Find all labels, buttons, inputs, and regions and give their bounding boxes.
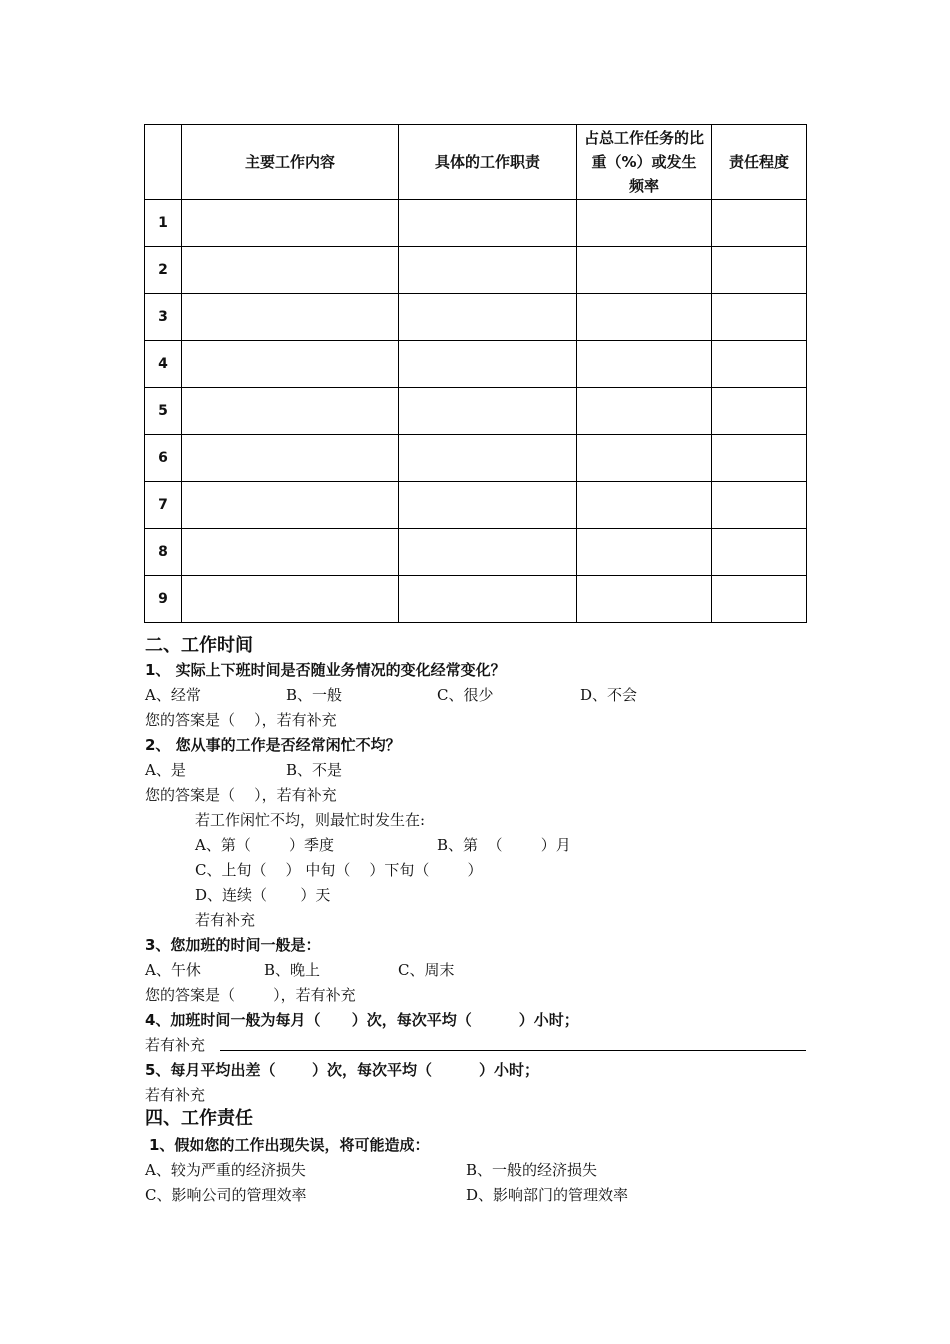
table-row — [145, 294, 807, 341]
specific-duties-cell[interactable] — [399, 482, 577, 529]
specific-duties-cell[interactable] — [399, 200, 577, 247]
q1-option-d: D、不会 — [580, 686, 638, 704]
responsibility-cell[interactable] — [712, 294, 807, 341]
q5-extra: 若有补充 — [145, 1086, 206, 1104]
row-number: 9 — [145, 576, 182, 623]
q2-sub-intro: 若工作闲忙不均，则最忙时发生在: — [195, 811, 426, 829]
row-number: 6 — [145, 435, 182, 482]
row-number: 2 — [145, 247, 182, 294]
weight-frequency-cell[interactable] — [577, 247, 712, 294]
specific-duties-cell[interactable] — [399, 341, 577, 388]
resp-option-d: D、影响部门的管理效率 — [466, 1186, 629, 1204]
q2-answer: 您的答案是（ ），若有补充 — [145, 786, 337, 804]
main-content-cell[interactable] — [182, 529, 399, 576]
main-content-cell[interactable] — [182, 388, 399, 435]
weight-frequency-cell[interactable] — [577, 200, 712, 247]
responsibility-cell[interactable] — [712, 435, 807, 482]
row-number: 8 — [145, 529, 182, 576]
main-content-cell[interactable] — [182, 435, 399, 482]
weight-frequency-cell[interactable] — [577, 576, 712, 623]
question-3: 3、您加班的时间一般是： — [145, 936, 321, 954]
responsibility-cell[interactable] — [712, 200, 807, 247]
responsibility-cell[interactable] — [712, 576, 807, 623]
table-row — [145, 200, 807, 247]
specific-duties-cell[interactable] — [399, 435, 577, 482]
table-row — [145, 435, 807, 482]
weight-frequency-cell[interactable] — [577, 482, 712, 529]
header-main-content: 主要工作内容 — [182, 125, 399, 200]
question-5: 5、每月平均出差（ ）次，每次平均（ ）小时； — [145, 1061, 539, 1079]
q3-option-c: C、周末 — [398, 961, 455, 979]
q3-option-b: B、晚上 — [264, 961, 321, 979]
row-number: 5 — [145, 388, 182, 435]
weight-frequency-cell[interactable] — [577, 294, 712, 341]
header-responsibility: 责任程度 — [712, 125, 807, 200]
specific-duties-cell[interactable] — [399, 576, 577, 623]
responsibility-cell[interactable] — [712, 341, 807, 388]
q1-answer: 您的答案是（ ），若有补充 — [145, 711, 337, 729]
specific-duties-cell[interactable] — [399, 388, 577, 435]
table-row — [145, 388, 807, 435]
row-number: 4 — [145, 341, 182, 388]
main-content-cell[interactable] — [182, 247, 399, 294]
specific-duties-cell[interactable] — [399, 247, 577, 294]
table-row — [145, 247, 807, 294]
main-content-cell[interactable] — [182, 341, 399, 388]
table-header-row — [145, 125, 807, 200]
q3-answer: 您的答案是（ ），若有补充 — [145, 986, 356, 1004]
responsibility-cell[interactable] — [712, 482, 807, 529]
row-number: 7 — [145, 482, 182, 529]
table-row — [145, 576, 807, 623]
question-2: 2、 您从事的工作是否经常闲忙不均？ — [145, 736, 401, 754]
q2-sub-d: D、连续（ ）天 — [195, 886, 331, 904]
main-content-cell[interactable] — [182, 200, 399, 247]
header-weight-frequency-label: 占总工作任务的比重（%）或发生频率 — [584, 129, 705, 195]
responsibility-cell[interactable] — [712, 529, 807, 576]
specific-duties-cell[interactable] — [399, 529, 577, 576]
weight-frequency-cell[interactable] — [577, 435, 712, 482]
q2-option-b: B、不是 — [286, 761, 343, 779]
main-content-cell[interactable] — [182, 482, 399, 529]
header-specific-duties: 具体的工作职责 — [399, 125, 577, 200]
section-title-work-responsibility: 四、工作责任 — [145, 1108, 253, 1129]
resp-option-a: A、较为严重的经济损失 — [145, 1161, 306, 1179]
resp-option-c: C、影响公司的管理效率 — [145, 1186, 307, 1204]
weight-frequency-cell[interactable] — [577, 341, 712, 388]
q4-fill-line — [220, 1050, 806, 1051]
header-weight-frequency — [577, 125, 712, 200]
weight-frequency-cell[interactable] — [577, 529, 712, 576]
q2-sub-c: C、上旬（ ） 中旬（ ）下旬（ ） — [195, 861, 483, 879]
q2-sub-extra: 若有补充 — [195, 911, 256, 929]
q1-option-b: B、一般 — [286, 686, 343, 704]
question-4: 4、加班时间一般为每月（ ）次，每次平均（ ）小时； — [145, 1011, 579, 1029]
q1-option-a: A、经常 — [145, 686, 201, 704]
q2-option-a: A、是 — [145, 761, 186, 779]
resp-question-1: 1、假如您的工作出现失误，将可能造成： — [149, 1136, 430, 1154]
table-row — [145, 482, 807, 529]
row-number: 1 — [145, 200, 182, 247]
resp-option-b: B、一般的经济损失 — [466, 1161, 598, 1179]
q4-extra: 若有补充 — [145, 1036, 206, 1054]
section-title-work-time: 二、工作时间 — [145, 635, 253, 656]
job-duty-table — [144, 124, 807, 623]
q2-sub-a-quarter: A、第（ ）季度 — [195, 836, 334, 854]
table-row — [145, 341, 807, 388]
main-content-cell[interactable] — [182, 576, 399, 623]
responsibility-cell[interactable] — [712, 388, 807, 435]
q2-sub-b-month: B、第 （ ）月 — [437, 836, 571, 854]
specific-duties-cell[interactable] — [399, 294, 577, 341]
row-number: 3 — [145, 294, 182, 341]
table-row — [145, 529, 807, 576]
q3-option-a: A、午休 — [145, 961, 201, 979]
responsibility-cell[interactable] — [712, 247, 807, 294]
q1-option-c: C、很少 — [437, 686, 494, 704]
weight-frequency-cell[interactable] — [577, 388, 712, 435]
main-content-cell[interactable] — [182, 294, 399, 341]
question-1: 1、 实际上下班时间是否随业务情况的变化经常变化？ — [145, 661, 506, 679]
header-index — [145, 125, 182, 200]
